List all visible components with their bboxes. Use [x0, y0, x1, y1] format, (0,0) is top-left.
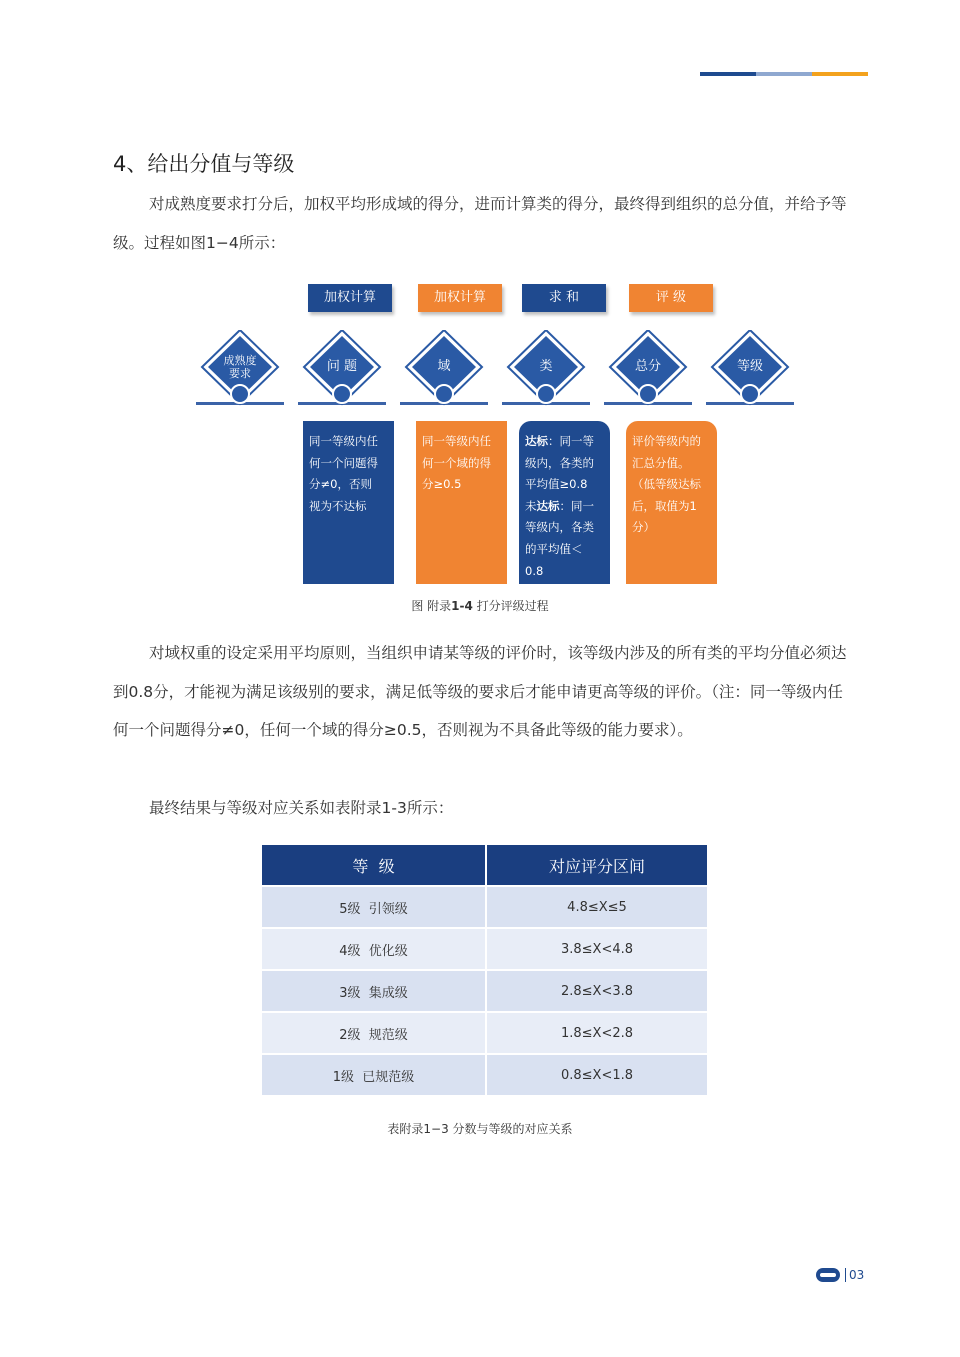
- node-label: 问 题: [326, 359, 358, 374]
- desc-box-domain: 同一等级内任 何一个域的得 分≥0.5: [416, 421, 507, 584]
- table-row: [261, 1012, 708, 1054]
- figure-caption: 图 附录1-4 打分评级过程: [411, 599, 549, 613]
- node-label: 成熟度 要求: [223, 354, 257, 380]
- node-label: 总分: [634, 359, 661, 374]
- accent-segment-orange: [812, 72, 868, 76]
- page-footer: [816, 1268, 864, 1282]
- label-weighted-calc-2: 加权计算: [418, 284, 502, 312]
- table-caption: 表附录1−3 分数与等级的对应关系: [387, 1122, 573, 1136]
- cell-level: 5级 引领级: [261, 886, 486, 928]
- cell-range: 3.8≤X<4.8: [486, 928, 708, 970]
- node-total-score: [608, 330, 688, 410]
- node-maturity-requirement: [200, 330, 280, 410]
- cell-level: 3级 集成级: [261, 970, 486, 1012]
- table-row: [261, 970, 708, 1012]
- page-number-divider: [845, 1268, 846, 1282]
- desc-box-total: 评价等级内的 汇总分值。 （低等级达标 后，取值为1 分）: [626, 421, 717, 584]
- table-row: [261, 1054, 708, 1096]
- cell-level: 2级 规范级: [261, 1012, 486, 1054]
- cell-range: 2.8≤X<3.8: [486, 970, 708, 1012]
- cell-level: 4级 优化级: [261, 928, 486, 970]
- header-level: 等 级: [261, 844, 486, 886]
- table-row: [261, 886, 708, 928]
- cell-range: 0.8≤X<1.8: [486, 1054, 708, 1096]
- node-label: 类: [539, 359, 553, 374]
- brand-logo-icon: [816, 1268, 840, 1282]
- node-level: [710, 330, 790, 410]
- page-number: 03: [849, 1268, 865, 1282]
- label-sum: 求 和: [522, 284, 606, 312]
- node-domain: [404, 330, 484, 410]
- desc-box-question: 同一等级内任 何一个问题得 分≠0，否则 视为不达标: [303, 421, 394, 584]
- accent-segment-blue: [700, 72, 756, 76]
- intro-paragraph: 对成熟度要求打分后，加权平均形成域的得分，进而计算类的得分，最终得到组织的总分值，并给予等级。过程如图1−4所示：: [113, 195, 847, 252]
- top-accent-bar: [700, 72, 868, 76]
- cell-range: 4.8≤X≤5: [486, 886, 708, 928]
- label-weighted-calc-1: 加权计算: [308, 284, 392, 312]
- cell-level: 1级 已规范级: [261, 1054, 486, 1096]
- label-rating: 评 级: [629, 284, 713, 312]
- node-question: [302, 330, 382, 410]
- node-category: [506, 330, 586, 410]
- accent-segment-light-blue: [756, 72, 812, 76]
- desc-box-category: 达标：同一等 级内，各类的 平均值≥0.8 未达标：同一 等级内，各类 的平均值＜ 0.8: [519, 421, 610, 584]
- header-score-range: 对应评分区间: [486, 844, 708, 886]
- node-label: 等级: [736, 359, 763, 374]
- cell-range: 1.8≤X<2.8: [486, 1012, 708, 1054]
- section-title: 4、给出分值与等级: [113, 152, 295, 176]
- level-score-table: [260, 843, 709, 1097]
- scoring-process-diagram: [0, 0, 960, 620]
- paragraph-domain-weight: 对域权重的设定采用平均原则，当组织申请某等级的评价时，该等级内涉及的所有类的平均分值必须达到0.8分，才能视为满足该级别的要求，满足低等级的要求后才能申请更高等级的评价。（注：同一等级内任何一个问题得分≠0，任何一个域的得分≥0.5，否则视为不具备此等级的能力要求）。: [113, 644, 847, 739]
- table-header-row: [261, 844, 708, 886]
- node-label: 域: [437, 359, 451, 374]
- paragraph-table-intro: 最终结果与等级对应关系如表附录1-3所示：: [149, 799, 454, 817]
- table-row: [261, 928, 708, 970]
